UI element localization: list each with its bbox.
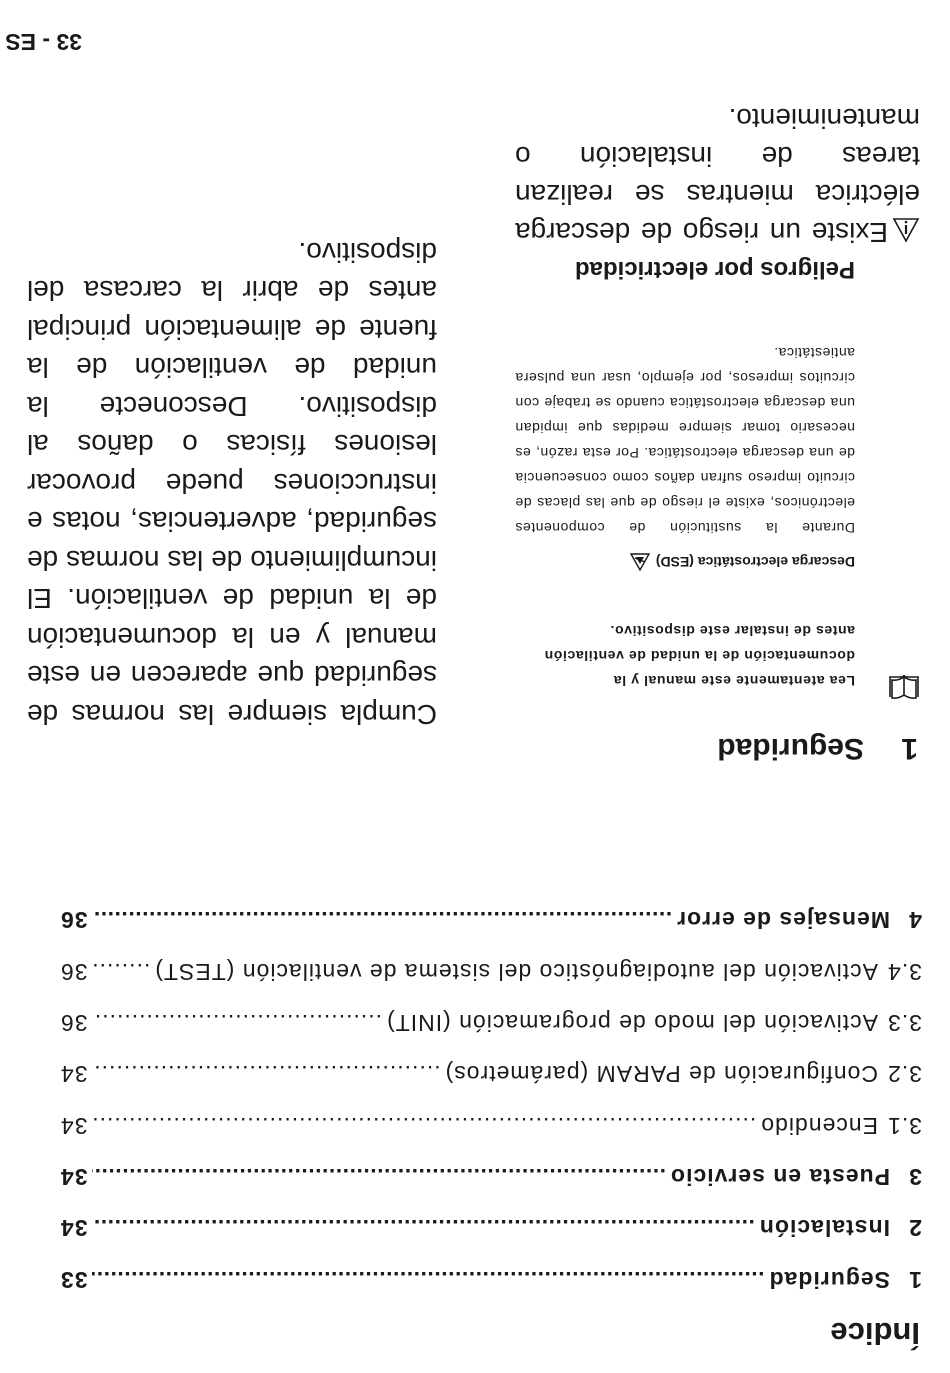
toc-title: Índice: [830, 1316, 920, 1351]
toc-entry-number: 3.2: [887, 1061, 922, 1087]
book-icon: [888, 673, 920, 701]
esd-title: Descarga electrostática (ESD): [655, 554, 855, 570]
toc-entry[interactable]: [60, 1112, 922, 1139]
toc-entry-page: 33: [60, 1267, 88, 1293]
toc-entry-page: 36: [60, 907, 88, 933]
toc-entry[interactable]: [60, 1163, 922, 1190]
toc-leader-dots: [92, 958, 151, 985]
toc-entry-number: 3.3: [887, 1010, 922, 1036]
toc-leader-dots: [92, 1214, 755, 1241]
chapter-title: Seguridad: [717, 732, 864, 765]
toc-entry-number: 4: [908, 907, 922, 933]
toc-entry-number: 3.1: [887, 1113, 922, 1139]
toc-entry[interactable]: [60, 1266, 922, 1293]
toc-entry[interactable]: [60, 1060, 922, 1087]
toc-entry[interactable]: [60, 958, 922, 985]
chapter-number: 1: [901, 732, 918, 765]
electricity-hazard-title: Peligros por electricidad: [574, 256, 855, 283]
esd-paragraph: Durante la sustitución de componentes electrónicos, existe el riesgo de que las placas de circuito impreso sufran daños como consecuencia de una descarga electrostática. Por esta razón, es necesario tomar siempre medidas que impidan una descarga electrostática cuando se trabaje con circuitos impresos, por ejemplo, usar una pulsera antiestática.: [515, 345, 855, 536]
toc-entry-page: 34: [60, 1061, 88, 1087]
toc-entry-page: 34: [60, 1164, 88, 1190]
toc-entry-page: 36: [60, 959, 88, 985]
esd-heading: [515, 553, 855, 571]
toc-leader-dots: [92, 906, 673, 933]
toc-entry-number: 2: [908, 1215, 922, 1241]
toc-entry-label: Puesta en servicio: [670, 1164, 890, 1190]
toc-entry-number: 3.4: [887, 959, 922, 985]
toc-entry-label: Configuración de PARAM (parámetros): [444, 1061, 878, 1087]
safety-instructions-paragraph: Cumpla siempre las normas de seguridad que aparecen en este manual y en la documentación de la unidad de ventilación. El incumplimiento de las normas de seguridad, advertencias, notas e instrucciones puede provocar lesiones físicas o daños al dispositivo. Desconecte la unidad de ventilación de la fuente de alimentación principal antes de abrir la carcasa del dispositivo.: [27, 237, 437, 730]
toc-entry-number: 1: [908, 1267, 922, 1293]
toc-entry-page: 34: [60, 1215, 88, 1241]
read-manual-note: Lea atentamente este manual y la documentación de la unidad de ventilación antes de instalar este dispositivo.: [544, 623, 855, 689]
chapter-heading: [717, 731, 918, 765]
esd-warning-icon: [630, 553, 650, 571]
toc-entry-label: Instalación: [758, 1215, 890, 1241]
toc-entry-page: 34: [60, 1113, 88, 1139]
toc-leader-dots: [92, 1009, 382, 1036]
toc-entry-label: Activación del autodiagnóstico del sistema de ventilación (TEST): [154, 959, 878, 985]
toc-entry-label: Seguridad: [768, 1267, 890, 1293]
toc-entry[interactable]: [60, 906, 922, 933]
toc-leader-dots: [92, 1112, 757, 1139]
toc-entry-page: 36: [60, 1010, 88, 1036]
toc-leader-dots: [92, 1060, 441, 1087]
toc-entry[interactable]: [60, 1214, 922, 1241]
toc-entry-number: 3: [908, 1164, 922, 1190]
toc-entry[interactable]: [60, 1009, 922, 1036]
toc-entry-label: Mensajes de error: [676, 907, 890, 933]
toc-leader-dots: [92, 1163, 666, 1190]
toc-leader-dots: [92, 1266, 765, 1293]
electricity-hazard-paragraph: Existe un riesgo de descarga eléctrica mientras se realizan tareas de instalación o mantenimiento.: [515, 103, 920, 248]
page-number: 33 - ES: [5, 29, 82, 55]
toc-entry-label: Activación del modo de programación (INIT): [386, 1010, 878, 1036]
toc-entry-label: Encendido: [760, 1113, 878, 1139]
